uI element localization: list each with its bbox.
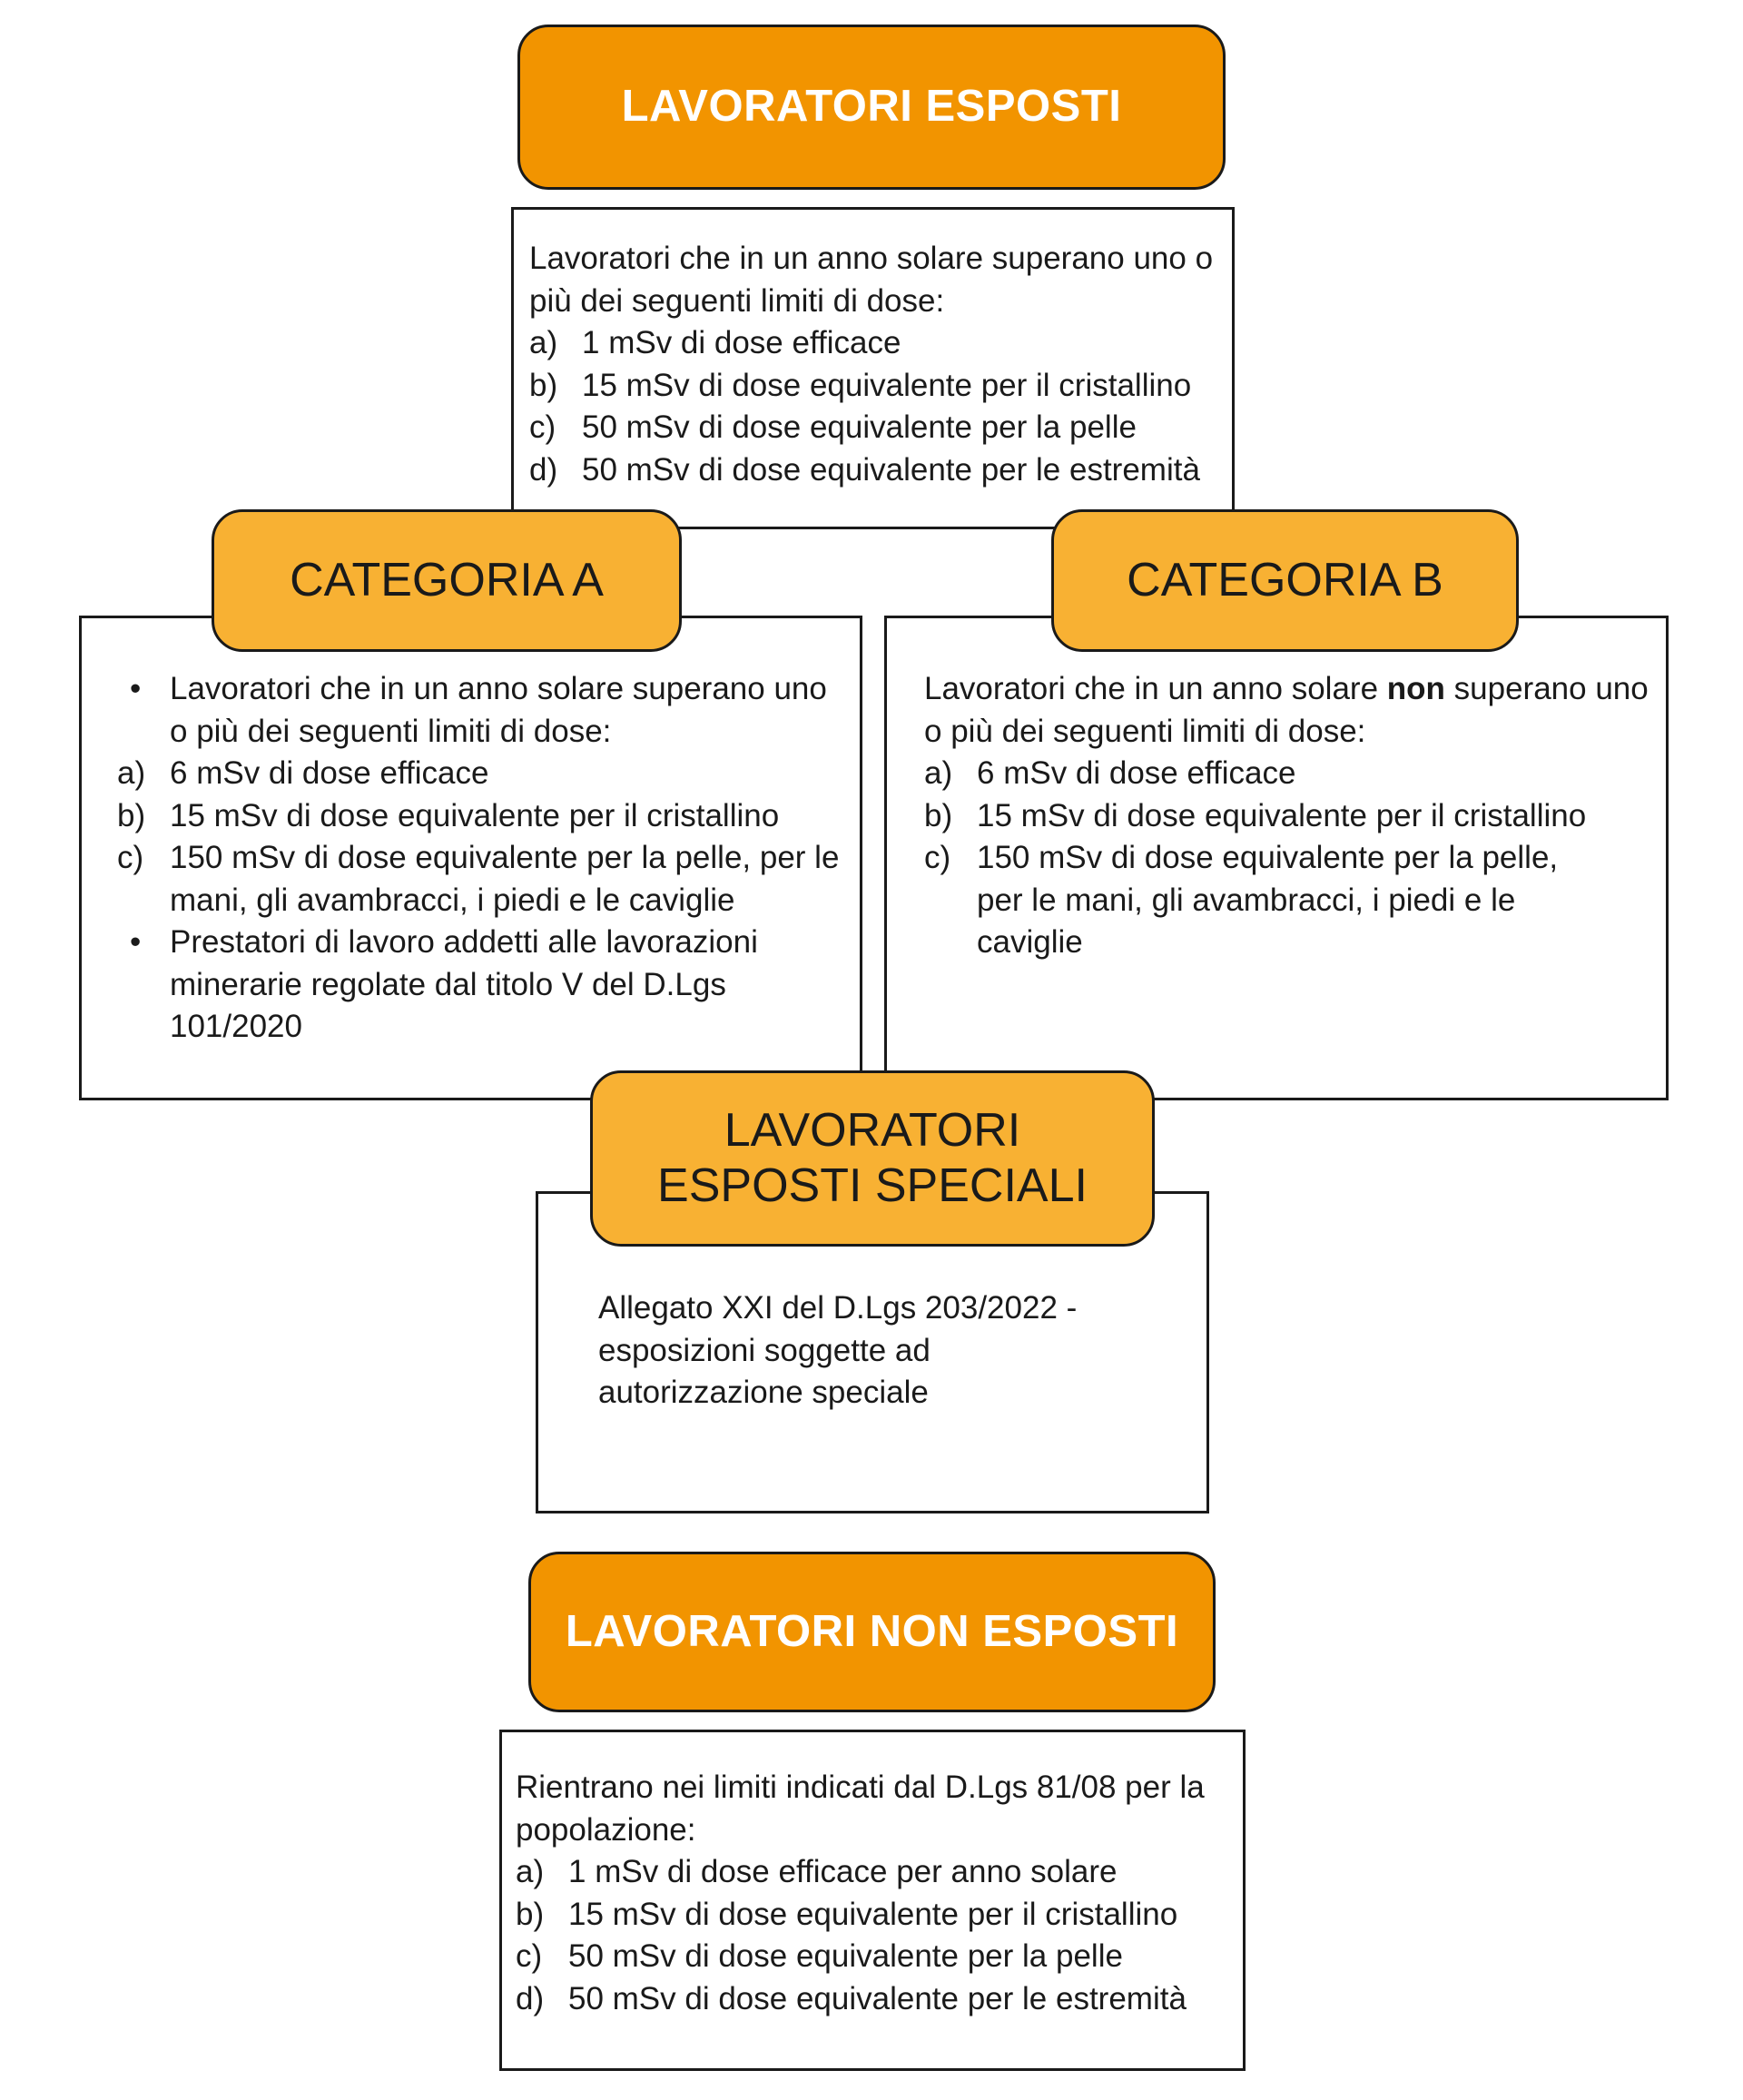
list-item: c) 50 mSv di dose equivalente per la pelle <box>516 1938 1123 1974</box>
list-item: d) 50 mSv di dose equivalente per le estremità <box>529 451 1200 488</box>
exposed-intro: Lavoratori che in un anno solare superano uno o più dei seguenti limiti di dose: <box>529 241 1214 319</box>
list-item: a) 1 mSv di dose efficace <box>529 325 901 360</box>
special-title: LAVORATORI ESPOSTI SPECIALI <box>590 1070 1155 1247</box>
list-item: a) 6 mSv di dose efficace <box>117 755 489 791</box>
special-text: Allegato XXI del D.Lgs 203/2022 - esposizioni soggette ad autorizzazione speciale <box>598 1290 1078 1410</box>
category-b-box <box>884 616 1669 1100</box>
list-item: c) 50 mSv di dose equivalente per la pelle <box>529 409 1137 445</box>
exposed-title: LAVORATORI ESPOSTI <box>517 25 1226 190</box>
list-item: d) 50 mSv di dose equivalente per le estremità <box>516 1980 1187 2016</box>
list-item: a) 6 mSv di dose efficace <box>924 755 1296 791</box>
list-item: • Prestatori di lavoro addetti alle lavorazioni minerarie regolate dal titolo V del D.Lgs 101/2020 <box>130 924 758 1044</box>
non-exposed-intro: Rientrano nei limiti indicati dal D.Lgs 81/08 per la popolazione: <box>516 1770 1205 1848</box>
list-item: b) 15 mSv di dose equivalente per il cristallino <box>529 367 1192 403</box>
list-item: • Lavoratori che in un anno solare superano uno o più dei seguenti limiti di dose: <box>130 671 827 749</box>
category-a-text <box>117 668 851 1049</box>
list-item: c) 150 mSv di dose equivalente per la pelle, per le mani, gli avambracci, i piedi e le caviglie <box>924 840 1559 960</box>
list-item: b) 15 mSv di dose equivalente per il cristallino <box>924 797 1587 833</box>
category-b-title: CATEGORIA B <box>1051 509 1519 652</box>
list-item: b) 15 mSv di dose equivalente per il cristallino <box>516 1896 1178 1932</box>
non-exposed-title: LAVORATORI NON ESPOSTI <box>528 1552 1216 1712</box>
list-item: c) 150 mSv di dose equivalente per la pelle, per le mani, gli avambracci, i piedi e le caviglie <box>117 840 840 918</box>
category-b-intro: Lavoratori che in un anno solare non superano uno o più dei seguenti limiti di dose: <box>924 671 1649 749</box>
list-item: b) 15 mSv di dose equivalente per il cristallino <box>117 797 780 833</box>
category-b-text <box>924 668 1650 964</box>
exposed-definition-box <box>511 207 1235 529</box>
non-exposed-box <box>499 1730 1246 2071</box>
list-item: a) 1 mSv di dose efficace per anno solare <box>516 1854 1118 1889</box>
exposed-definition-text <box>529 238 1224 491</box>
category-a-title: CATEGORIA A <box>212 509 682 652</box>
category-a-box <box>79 616 862 1100</box>
non-exposed-text <box>516 1767 1233 2020</box>
